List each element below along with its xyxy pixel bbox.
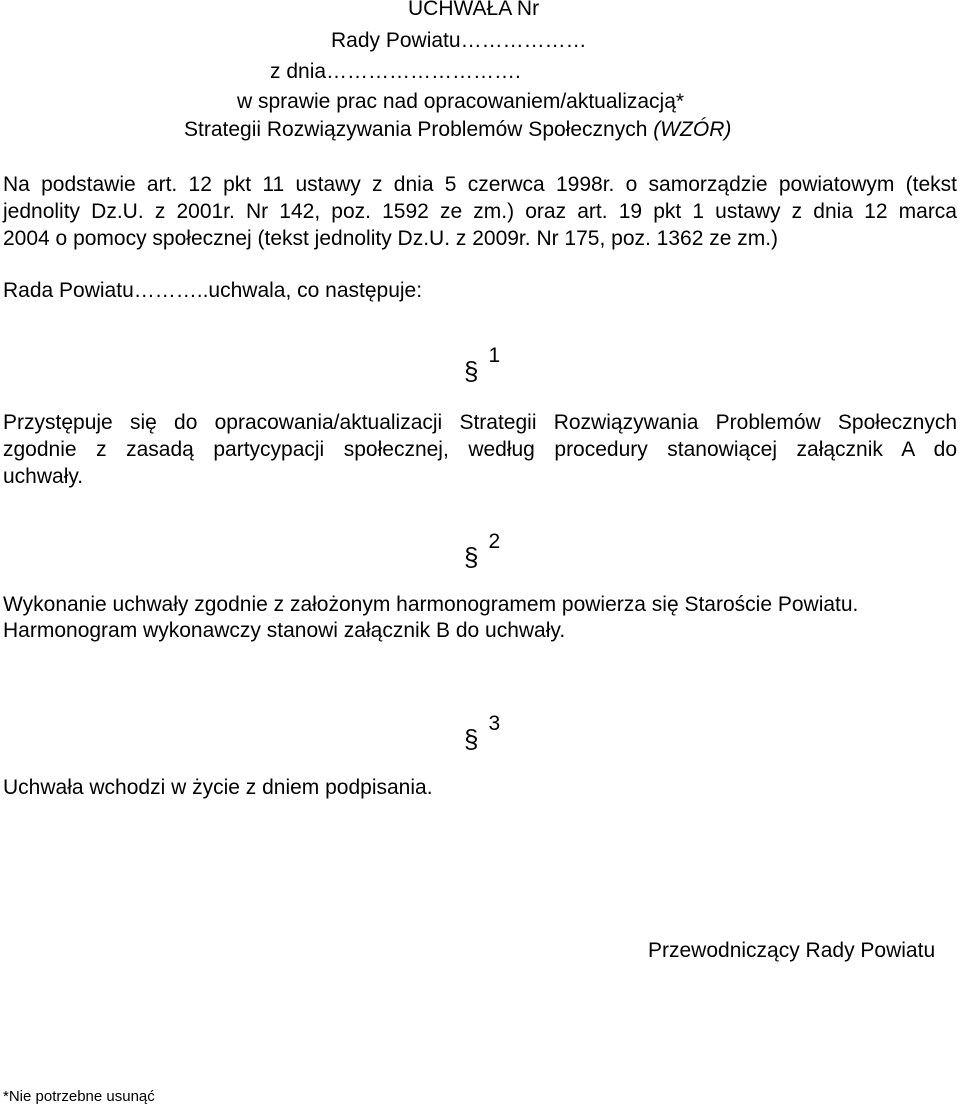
section-heading-2 — [464, 529, 501, 572]
section-mark: § — [464, 724, 479, 754]
resolution-subject-line1: w sprawie prac nad opracowaniem/aktualizacją* — [237, 90, 685, 113]
section-1-text — [3, 410, 957, 491]
section-mark: § — [464, 542, 479, 572]
section-number: 3 — [488, 711, 501, 735]
legal-basis-line: Na podstawie art. 12 pkt 11 ustawy z dnia 5 czerwca 1998r. o samorządzie powiatowym (tekst — [3, 173, 957, 196]
section-text-line: uchwały. — [3, 465, 84, 488]
section-text-line: Wykonanie uchwały zgodnie z założonym harmonogramem powierza się Staroście Powiatu. — [3, 593, 859, 616]
resolution-subject-line2 — [184, 117, 731, 142]
section-text-line: Przystępuje się do opracowania/aktualizacji Strategii Rozwiązywania Problemów Społecznych — [3, 411, 957, 434]
footnote: *Nie potrzebne usunąć — [3, 1088, 155, 1105]
section-2-text — [3, 592, 957, 644]
legal-basis-paragraph — [3, 172, 957, 253]
resolution-date: z dnia………………………. — [270, 60, 521, 83]
chairman-signature-label: Przewodniczący Rady Powiatu — [648, 939, 936, 962]
resolution-title: UCHWAŁA Nr — [408, 0, 540, 20]
subject-strategy-name: Strategii Rozwiązywania Problemów Społecznych — [184, 118, 648, 141]
section-number: 1 — [488, 343, 501, 367]
section-number: 2 — [488, 529, 501, 553]
resolution-intro: Rada Powiatu………..uchwala, co następuje: — [3, 279, 423, 302]
section-text-line: Harmonogram wykonawczy stanowi załącznik B do uchwały. — [3, 619, 566, 642]
legal-basis-line: 2004 o pomocy społecznej (tekst jednolity Dz.U. z 2009r. Nr 175, poz. 1362 ze zm.) — [3, 227, 779, 250]
section-heading-3 — [464, 711, 501, 754]
section-text-line: zgodnie z zasadą partycypacji społecznej, według procedury stanowiącej załącznik A do — [3, 438, 957, 461]
section-heading-1 — [464, 343, 501, 386]
legal-basis-line: jednolity Dz.U. z 2001r. Nr 142, poz. 1592 ze zm.) oraz art. 19 pkt 1 ustawy z dnia 12 marca — [3, 200, 957, 223]
council-name: Rady Powiatu……………… — [331, 29, 587, 52]
section-mark: § — [464, 356, 479, 386]
template-marker: (WZÓR) — [653, 118, 732, 141]
section-3-text: Uchwała wchodzi w życie z dniem podpisania. — [3, 776, 433, 799]
